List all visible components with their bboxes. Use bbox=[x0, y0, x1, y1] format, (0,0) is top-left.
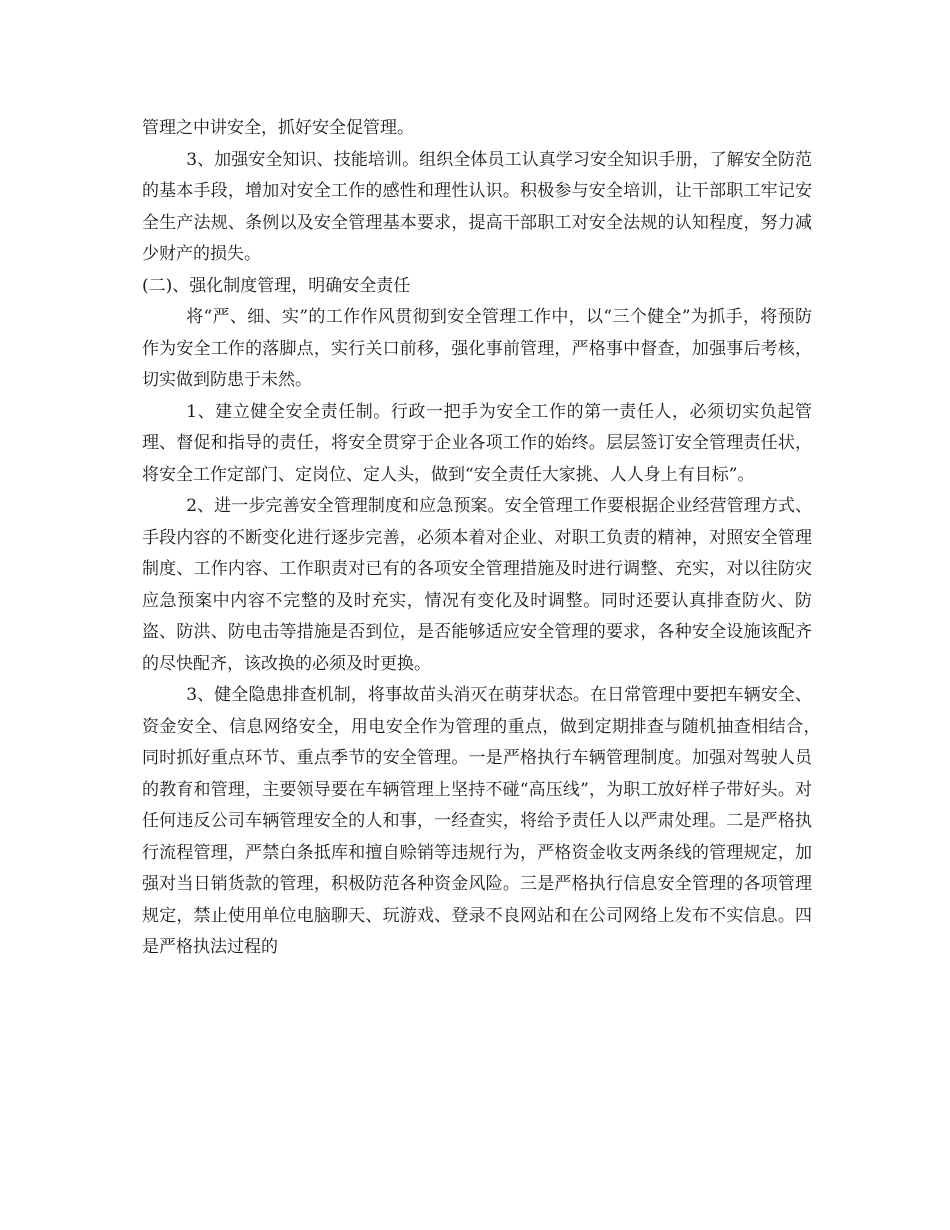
paragraph-intro: 将“严、细、实”的工作作风贯彻到安全管理工作中，以“三个健全”为抓手，将预防作为安全工作的落脚点，实行关口前移，强化事前管理，严格事中督查，加强事后考核，切实做到防患于未然。 bbox=[142, 307, 812, 390]
paragraph-responsibility: 1、建立健全安全责任制。行政一把手为安全工作的第一责任人，必须切实负起管理、督促和指导的责任，将安全贯穿于企业各项工作的始终。层层签订安全管理责任状，将安全工作定部门、定岗位、定人头，做到“安全责任大家挑、人人身上有目标”。 bbox=[142, 401, 812, 485]
paragraph-hazard: 3、健全隐患排查机制，将事故苗头消灭在萌芽状态。在日常管理中要把车辆安全、资金安全、信息网络安全，用电安全作为管理的重点，做到定期排查与随机抽查相结合， 同时抓好重点环节、重点季节的安全管理。一是严格执行车辆管理制度。加强对驾驶人员的教育和管理，主要领导要在车辆管理上坚持不碰“高压线”，为职工放好样子带好头。对任何违反公司车辆管理安全的人和事，一经查实，将给予责任人以严肃处理。二是严格执行流程管理，严禁白条抵库和擅自赊销等违规行为，严格资金收支两条线的管理规定，加强对当日销货款的管理，积极防范各种资金风险。三是严格执行信息安全管理的各项管理规定，禁止使用单位电脑聊天、玩游戏、登录不良网站和在公司网络上发布不实信息。四是严格执法过程的 bbox=[142, 685, 846, 957]
paragraph-continuation: 管理之中讲安全，抓好安全促管理。 bbox=[142, 118, 414, 138]
section-heading: (二)、强化制度管理，明确安全责任 bbox=[142, 275, 411, 296]
paragraph-system: 2、进一步完善安全管理制度和应急预案。安全管理工作要根据企业经营管理方式、手段内容的不断变化进行逐步完善，必须本着对企业、对职工负责的精神，对照安全管理制度、工作内容、工作职责对已有的各项安全管理措施及时进行调整、充实，对以往防灾应急预案中内容不完整的及时充实，情况有变化及时调整。同时还要认真排查防火、防盗、防洪、防电击等措施是否到位，是否能够适应安全管理的要求，各种安全设施该配齐的尽快配齐，该改换的必须及时更换。 bbox=[142, 496, 812, 674]
paragraph-training: 3、加强安全知识、技能培训。组织全体员工认真学习安全知识手册，了解安全防范的基本手段，增加对安全工作的感性和理性认识。积极参与安全培训，让干部职工牢记安全生产法规、条例以及安全管理基本要求，提高干部职工对安全法规的认知程度，努力减少财产的损失。 bbox=[142, 149, 812, 264]
document-body bbox=[142, 113, 846, 964]
